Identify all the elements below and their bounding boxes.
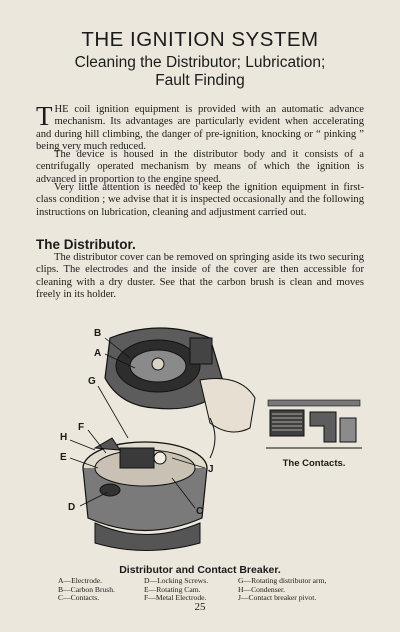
legend-item: E—Rotating Cam. <box>144 584 201 594</box>
intro-paragraph-3: Very little attention is needed to keep the ignition equipment in first-class condition ; we advise that it is inspected occasionally and the following instructions on lubrication, cleaning and adjustment carried out. <box>36 182 364 218</box>
distributor-illustration <box>50 318 270 558</box>
callout-e: E <box>60 452 67 463</box>
legend-item: J—Contact breaker pivot. <box>238 593 317 603</box>
page-number: 25 <box>194 601 206 613</box>
callout-d: D <box>68 502 76 513</box>
legend-item: G—Rotating distributor arm, <box>238 576 327 585</box>
callout-b: B <box>94 328 102 339</box>
legend-item: D—Locking Screws. <box>144 576 209 585</box>
legend-item: C—Contacts. <box>58 593 100 603</box>
subtitle-line-2: Fault Finding <box>155 72 245 89</box>
section-heading: The Distributor. <box>36 237 136 252</box>
legend-item: H—Condenser. <box>238 584 286 594</box>
intro-paragraph-1 <box>36 101 364 153</box>
callout-g: G <box>88 376 96 387</box>
page-subtitle <box>40 54 360 90</box>
figure-caption: Distributor and Contact Breaker. <box>119 564 281 576</box>
drop-cap: T <box>36 101 53 131</box>
intro-paragraph-2: The device is housed in the distributor body and it consists of a centrifugally operated mechanism by means of which the ignition is advanced in proportion to the engine speed. <box>36 149 364 185</box>
contacts-detail-illustration <box>264 396 364 456</box>
intro-paragraph-1-text: HE coil ignition equipment is provided with an automatic advance mechanism. Its advantages are particularly evident when accelerating and during hill climbing, the danger of pre-ignition, knocking or “ pinking ” being very much reduced. <box>36 104 364 152</box>
callout-c: C <box>196 506 204 517</box>
figure-legend <box>58 577 368 603</box>
callout-a: A <box>94 348 102 359</box>
callout-j: J <box>208 464 214 475</box>
contacts-caption: The Contacts. <box>282 458 346 469</box>
legend-item: A—Electrode. <box>58 576 103 585</box>
legend-item: B—Carbon Brush. <box>58 584 115 594</box>
page-title: THE IGNITION SYSTEM <box>81 28 319 51</box>
section-paragraph-1: The distributor cover can be removed on springing aside its two securing clips. The electrodes and the inside of the cover are then accessible for cleaning with a dry duster. See that the carbon brush is clean and moves freely in its holder. <box>36 252 364 300</box>
legend-item: F—Metal Electrode. <box>144 593 207 603</box>
callout-h: H <box>60 432 68 443</box>
subtitle-line-1: Cleaning the Distributor; Lubrication; <box>74 54 326 71</box>
callout-f: F <box>78 422 85 433</box>
